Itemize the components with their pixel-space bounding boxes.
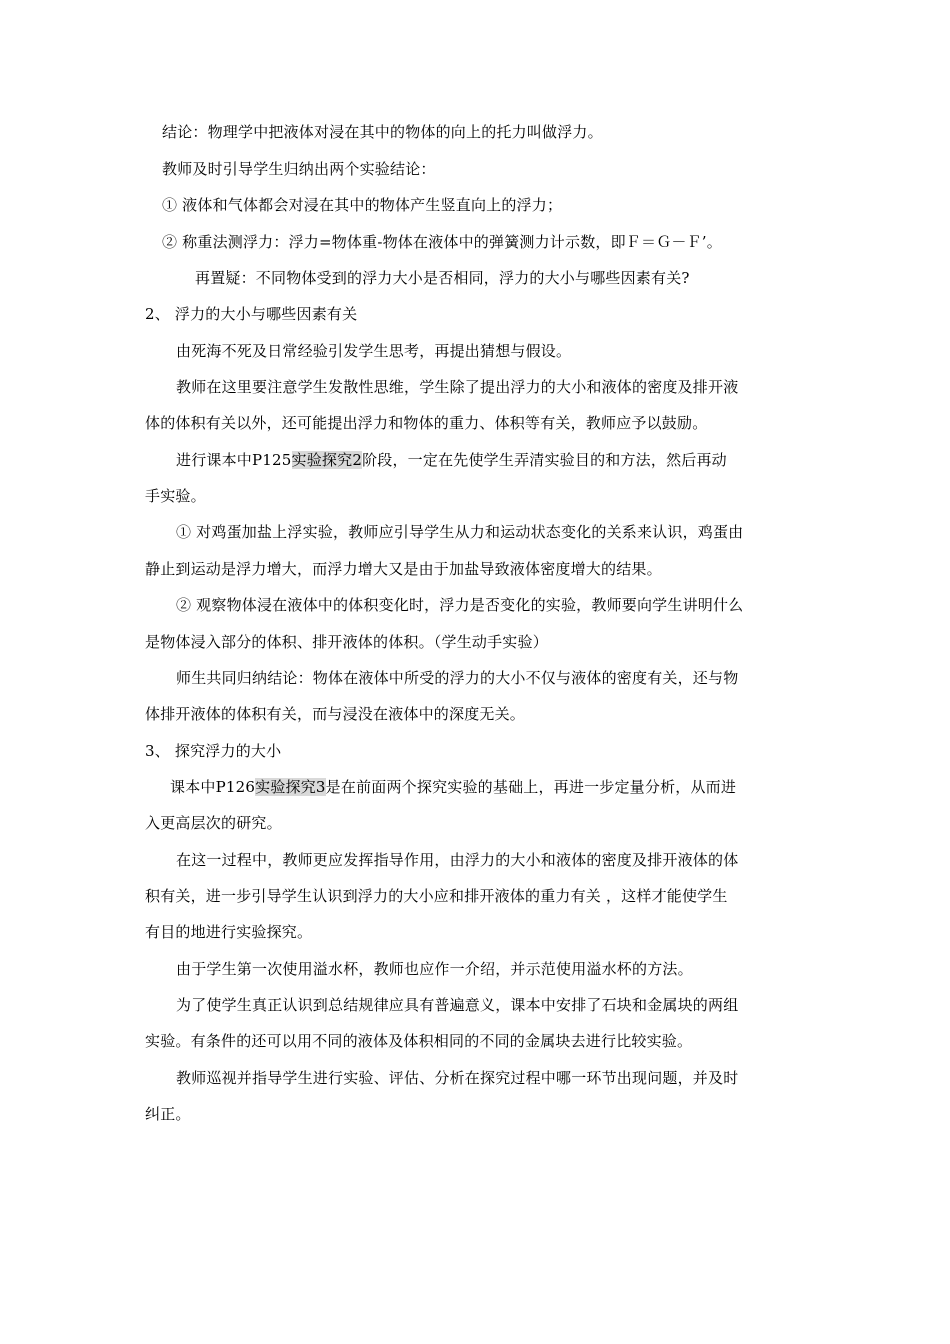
paragraph-line: 实验。有条件的还可以用不同的液体及体积相同的不同的金属块去进行比较实验。: [145, 1032, 693, 1050]
paragraph-line: 由于学生第一次使用溢水杯，教师也应作一介绍，并示范使用溢水杯的方法。: [176, 960, 693, 978]
paragraph-line: 教师在这里要注意学生发散性思维，学生除了提出浮力的大小和液体的密度及排开液: [176, 378, 739, 396]
paragraph-line: 教师巡视并指导学生进行实验、评估、分析在探究过程中哪一环节出现问题，并及时: [176, 1069, 739, 1087]
section-3-heading: 3、 探究浮力的大小: [145, 742, 282, 760]
highlighted-term: 实验探究2: [291, 451, 363, 469]
paragraph-line: 是物体浸入部分的体积、排开液体的体积。（学生动手实验）: [145, 633, 548, 651]
paragraph-line: 手实验。: [145, 487, 206, 505]
line-text-before: 进行课本中P125: [176, 451, 292, 469]
experiment-item-1: ① 对鸡蛋加盐上浮实验，教师应引导学生从力和运动状态变化的关系来认识，鸡蛋由: [176, 523, 744, 541]
paragraph-line-with-highlight: [170, 777, 736, 797]
paragraph-line-with-highlight: [176, 450, 727, 470]
line-text-after: 是在前面两个探究实验的基础上，再进一步定量分析，从而进: [325, 778, 737, 796]
paragraph-line: 入更高层次的研究。: [145, 814, 282, 832]
paragraph-line: 体排开液体的体积有关，而与浸没在液体中的深度无关。: [145, 705, 526, 723]
paragraph-line: 在这一过程中，教师更应发挥指导作用，由浮力的大小和液体的密度及排开液体的体: [176, 851, 739, 869]
conclusion-buoyancy-definition: 结论：物理学中把液体对浸在其中的物体的向上的托力叫做浮力。: [162, 123, 603, 141]
paragraph-line: 纠正。: [145, 1105, 191, 1123]
line-text-before: 课本中P126: [170, 778, 256, 796]
paragraph-line: 为了使学生真正认识到总结规律应具有普遍意义，课本中安排了石块和金属块的两组: [176, 996, 739, 1014]
conclusion-item-1: ① 液体和气体都会对浸在其中的物体产生竖直向上的浮力；: [162, 196, 563, 214]
paragraph-line: 师生共同归纳结论：物体在液体中所受的浮力的大小不仅与液体的密度有关，还与物: [176, 669, 739, 687]
paragraph-line: 体的体积有关以外，还可能提出浮力和物体的重力、体积等有关，教师应予以鼓励。: [145, 414, 708, 432]
section-2-heading: 2、 浮力的大小与哪些因素有关: [145, 305, 358, 323]
re-question: 再置疑：不同物体受到的浮力大小是否相同，浮力的大小与哪些因素有关?: [195, 269, 690, 287]
conclusion-item-2: ② 称重法测浮力：浮力=物体重-物体在液体中的弹簧测力计示数，即Ｆ＝Ｇ－Ｆ’。: [162, 233, 722, 251]
highlighted-term: 实验探究3: [255, 778, 326, 796]
teacher-guides-conclusions: 教师及时引导学生归纳出两个实验结论：: [162, 160, 436, 178]
line-text-after: 阶段，一定在先使学生弄清实验目的和方法，然后再动: [362, 451, 727, 469]
paragraph-line: 积有关，进一步引导学生认识到浮力的大小应和排开液体的重力有关 ，这样才能使学生: [145, 887, 728, 905]
experiment-item-2: ② 观察物体浸在液体中的体积变化时，浮力是否变化的实验，教师要向学生讲明什么: [176, 596, 744, 614]
paragraph-line: 有目的地进行实验探究。: [145, 923, 313, 941]
paragraph-line: 静止到运动是浮力增大，而浮力增大又是由于加盐导致液体密度增大的结果。: [145, 560, 662, 578]
paragraph-line: 由死海不死及日常经验引发学生思考，再提出猜想与假设。: [176, 342, 572, 360]
